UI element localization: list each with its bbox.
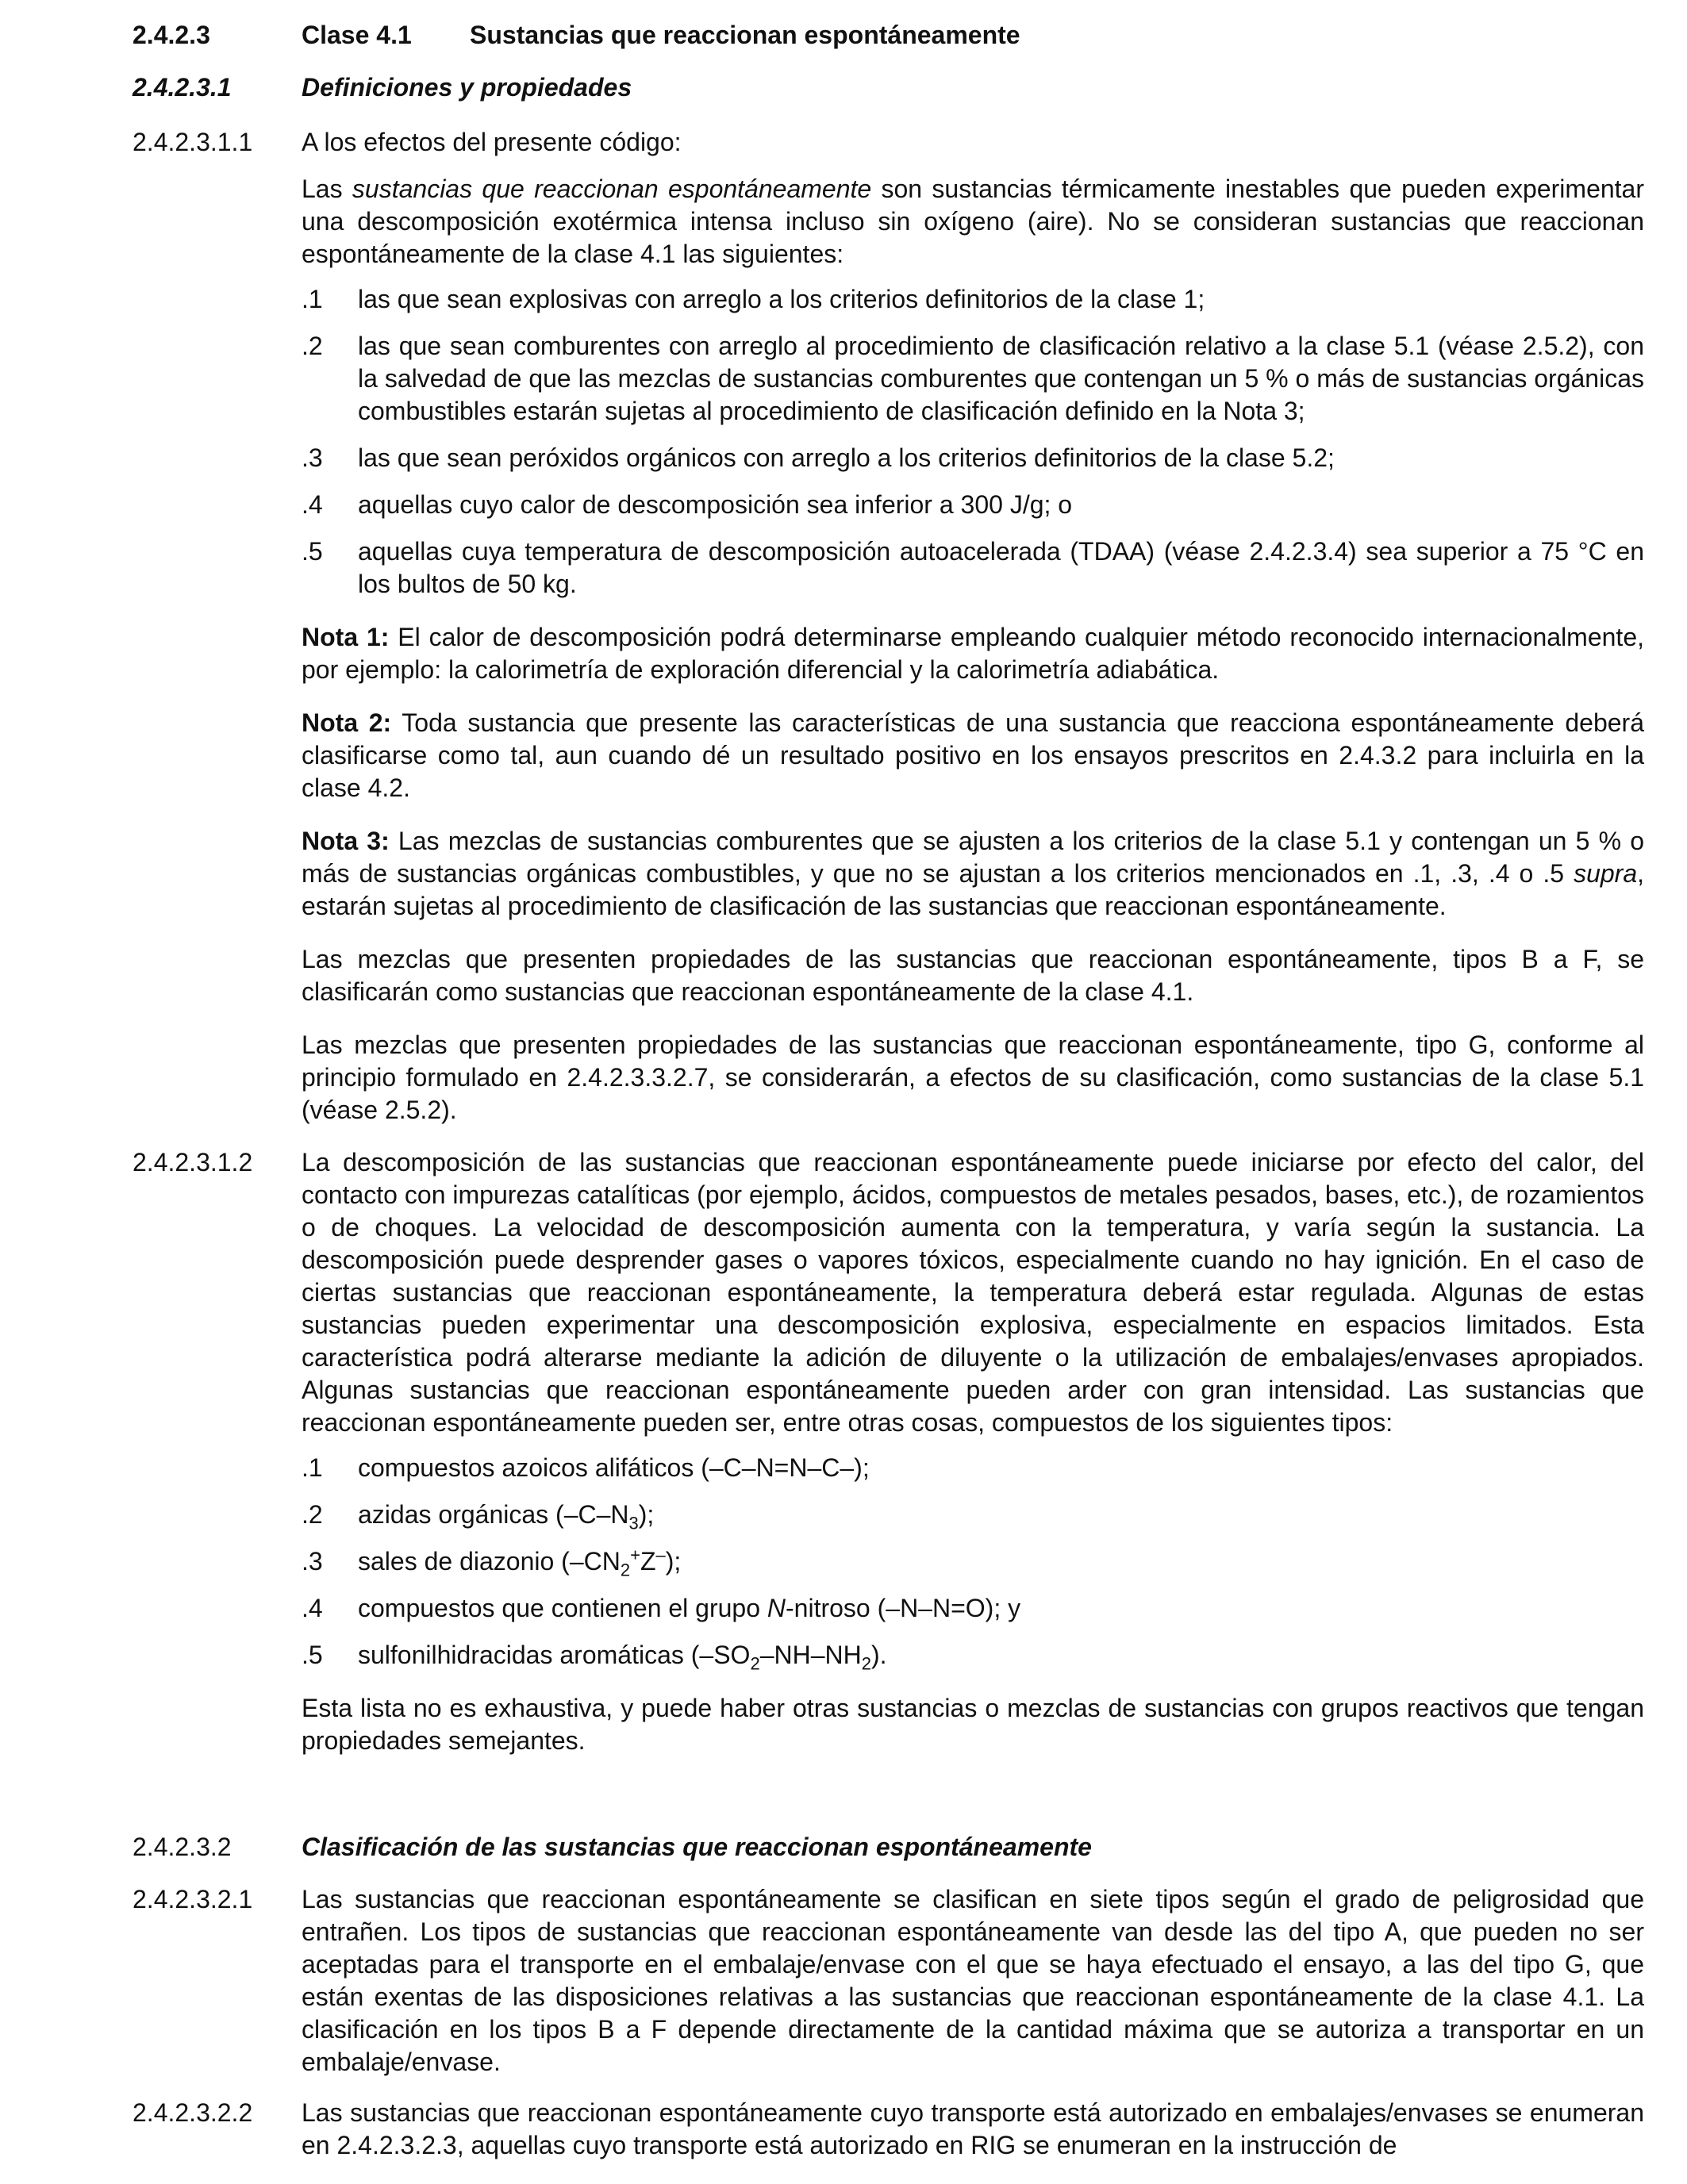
section-2-4-2-3-1-2 [133, 1146, 1644, 1757]
list-item: .1 compuestos azoicos alifáticos (–C–N=N–C–); [302, 1453, 870, 1482]
list-item: .3 sales de diazonio $(-CN_2^+Z^-)$; [302, 1545, 682, 1580]
intro-text: A los efectos del presente código: [302, 128, 682, 156]
list-item: .5 sulfonilhidracidas aromáticas $(-SO_2-NH-NH_2)$. [302, 1641, 887, 1674]
section-number: 2.4.2.3.2 [133, 1833, 232, 1861]
section-title: Definiciones y propiedades [302, 73, 632, 102]
list-item: .5 aquellas cuya temperatura de descomposición autoacelerada (TDAA) (véase 2.4.2.3.4) sea superior a 75 °C en los bultos de 50 kg. [302, 537, 1644, 598]
packaging-paragraph: Las sustancias que reaccionan espontáneamente cuyo transporte está autorizado en embalajes/envases se enumeran en 2.4.2.3.2.3, aquellas cuyo transporte está autorizado en RIG se enumeran en la instrucción de [302, 2098, 1644, 2159]
list-item: .4 aquellas cuyo calor de descomposición sea inferior a 300 J/g; o [302, 490, 1073, 519]
section-number: 2.4.2.3.2.1 [133, 1885, 253, 1913]
closing-paragraph: Esta lista no es exhaustiva, y puede haber otras sustancias o mezclas de sustancias con grupos reactivos que tengan propiedades semejantes. [302, 1694, 1644, 1755]
section-title: Clasificación de las sustancias que reaccionan espontáneamente [302, 1833, 1092, 1861]
mixtures-paragraph-2: Las mezclas que presenten propiedades de las sustancias que reaccionan espontáneamente, tipo G, conforme al principio formulado en 2.4.2.3.3.2.7, se considerarán, a efectos de su clasificación, como sustancias de la clase 5.1 (véase 2.5.2). [302, 1031, 1644, 1124]
definition-paragraph: Las sustancias que reaccionan espontáneamente son sustancias térmicamente inestables que pueden experimentar una descomposición exotérmica intensa incluso sin oxígeno (aire). No se consideran sustancias que reaccionan espontáneamente de la clase 4.1 las siguientes: [302, 175, 1644, 268]
section-title: Sustancias que reaccionan espontáneamente [470, 21, 1020, 49]
mixtures-paragraph-1: Las mezclas que presenten propiedades de las sustancias que reaccionan espontáneamente, tipos B a F, se clasificarán como sustancias que reaccionan espontáneamente de la clase 4.1. [302, 945, 1644, 1006]
classification-paragraph: Las sustancias que reaccionan espontáneamente se clasifican en siete tipos según el grado de peligrosidad que entrañen. Los tipos de sustancias que reaccionan espontáneamente van desde las del tipo A, que pueden no ser aceptadas para el transporte en el embalaje/envase con el que se haya efectuado el ensayo, a las del tipo G, que están exentas de las disposiciones relativas a las sustancias que reaccionan espontáneamente de la clase 4.1. La clasificación en los tipos B a F depende directamente de la cantidad máxima que se autoriza a transportar en un embalaje/envase. [302, 1885, 1644, 2076]
note-2: Nota 2: Toda sustancia que presente las características de una sustancia que reacciona espontáneamente deberá clasificarse como tal, aun cuando dé un resultado positivo en los ensayos prescritos en 2.4.3.2 para incluirla en la clase 4.2. [302, 708, 1645, 802]
section-number: 2.4.2.3.1.2 [133, 1148, 253, 1176]
section-number: 2.4.2.3 [133, 21, 210, 49]
heading-definitions [133, 71, 1644, 104]
list-item: .1 las que sean explosivas con arreglo a los criterios definitorios de la clase 1; [302, 285, 1205, 313]
class-label: Clase 4.1 [302, 21, 412, 49]
section-number: 2.4.2.3.1.1 [133, 128, 253, 156]
section-2-4-2-3-1-1 [133, 126, 1644, 1127]
note-1: Nota 1: El calor de descomposición podrá determinarse empleando cualquier método reconocido internacionalmente, por ejemplo: la calorimetría de exploración diferencial y la calorimetría adiabática. [302, 623, 1645, 684]
section-number: 2.4.2.3.1 [133, 73, 232, 102]
list-item: .3 las que sean peróxidos orgánicos con arreglo a los criterios definitorios de la clase 5.2; [302, 443, 1335, 472]
list-item: .2 azidas orgánicas $(-C-N_3)$; [302, 1500, 655, 1533]
section-2-4-2-3-2-1 [133, 1883, 1644, 2078]
heading-classification [133, 1831, 1644, 1864]
list-item: .2 las que sean comburentes con arreglo al procedimiento de clasificación relativo a la clase 5.1 (véase 2.5.2), con la salvedad de que las mezclas de sustancias comburentes que contengan un 5 % o más de sustancias orgánicas combustibles estarán sujetas al procedimiento de clasificación definido en la Nota 3; [302, 332, 1644, 425]
section-number: 2.4.2.3.2.2 [133, 2098, 253, 2127]
note-3: Nota 3: Las mezclas de sustancias comburentes que se ajusten a los criterios de la clase 5.1 y contengan un 5 % o más de sustancias orgánicas combustibles, y que no se ajustan a los criterios mencionados en .1, .3, .4 o .5 supra, estarán sujetas al procedimiento de clasificación de las sustancias que reaccionan espontáneamente. [302, 827, 1645, 920]
decomposition-paragraph: La descomposición de las sustancias que reaccionan espontáneamente puede iniciarse por efecto del calor, del contacto con impurezas catalíticas (por ejemplo, ácidos, compuestos de metales pesados, bases, etc.), de rozamientos o de choques. La velocidad de descomposición aumenta con la temperatura, y varía según la sustancia. La descomposición puede desprender gases o vapores tóxicos, especialmente cuando no hay ignición. En el caso de ciertas sustancias que reaccionan espontáneamente, la temperatura deberá estar regulada. Algunas de estas sustancias pueden experimentar una descomposición explosiva, especialmente en espacios limitados. Esta característica podrá alterarse mediante la adición de diluyente o la utilización de embalajes/envases apropiados. Algunas sustancias que reaccionan espontáneamente pueden arder con gran intensidad. Las sustancias que reaccionan espontáneamente pueden ser, entre otras cosas, compuestos de los siguientes tipos: [302, 1148, 1644, 1437]
section-2-4-2-3-2-2 [133, 2097, 1644, 2162]
list-item: .4 compuestos que contienen el grupo N-nitroso (–N–N=O); y [302, 1594, 1021, 1622]
